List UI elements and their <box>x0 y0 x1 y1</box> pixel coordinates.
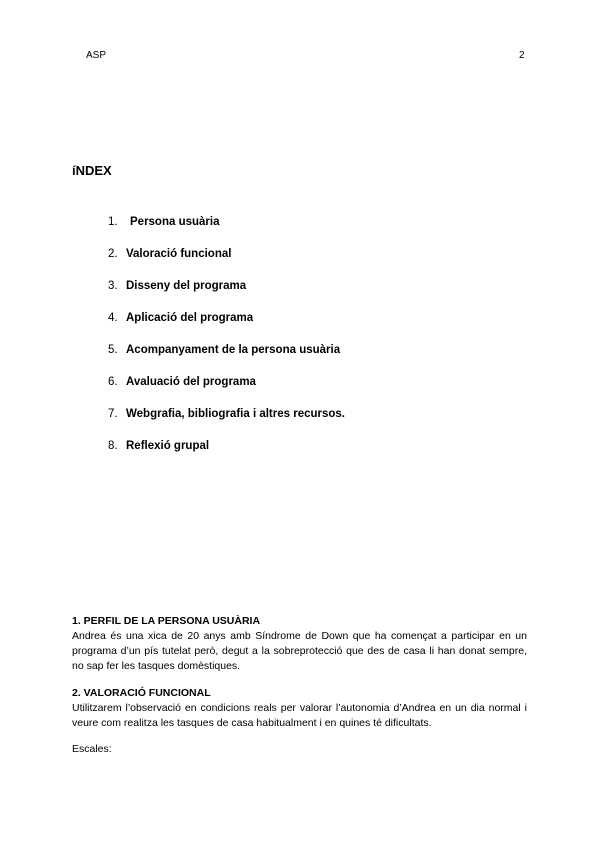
toc-item-number: 7. <box>108 408 118 420</box>
toc-item-label: Avaluació del programa <box>126 376 256 388</box>
toc-item <box>108 312 528 344</box>
toc-item-label: Aplicació del programa <box>126 312 254 324</box>
toc-item-label: Reflexió grupal <box>126 440 210 452</box>
section-perfil <box>72 614 527 674</box>
page-number: 2 <box>519 50 525 61</box>
section-heading: 2. VALORACIÓ FUNCIONAL <box>72 687 211 699</box>
table-of-contents <box>108 216 528 472</box>
toc-item-number: 8. <box>108 440 118 452</box>
toc-item-number: 3. <box>108 280 118 292</box>
toc-item-number: 4. <box>108 312 118 324</box>
section-body: Andrea és una xica de 20 anys amb Síndrome de Down que ha començat a participar en un programa d’un pís tutelat però, degut a la sobreprotecció que des de casa li han donat sempre, no sap fer les tasques domèstiques. <box>72 630 527 672</box>
section-valoracio <box>72 686 527 731</box>
toc-item <box>108 216 528 248</box>
toc-item-number: 5. <box>108 344 118 356</box>
section-heading: 1. PERFIL DE LA PERSONA USUÀRIA <box>72 615 261 627</box>
toc-item <box>108 440 528 472</box>
header-label: ASP <box>86 50 107 61</box>
toc-item-label: Persona usuària <box>130 216 220 228</box>
toc-item-number: 2. <box>108 248 118 260</box>
toc-item-label: Valoració funcional <box>126 248 232 260</box>
toc-item <box>108 408 528 440</box>
toc-item-label: Acompanyament de la persona usuària <box>126 344 341 356</box>
toc-item <box>108 248 528 280</box>
index-title: íNDEX <box>72 163 112 178</box>
toc-item-number: 1. <box>108 216 118 228</box>
toc-item-label: Webgrafia, bibliografia i altres recursos. <box>126 408 345 420</box>
toc-item-label: Disseny del programa <box>126 280 247 292</box>
toc-item-number: 6. <box>108 376 118 388</box>
toc-item <box>108 376 528 408</box>
toc-item <box>108 344 528 376</box>
section-body: Utilitzarem l’observació en condicions reals per valorar l’autonomia d’Andrea en un dia normal i veure com realitza les tasques de casa habitualment i en quines té dificultats. <box>72 702 527 729</box>
escales-label: Escales: <box>72 743 112 755</box>
toc-item <box>108 280 528 312</box>
